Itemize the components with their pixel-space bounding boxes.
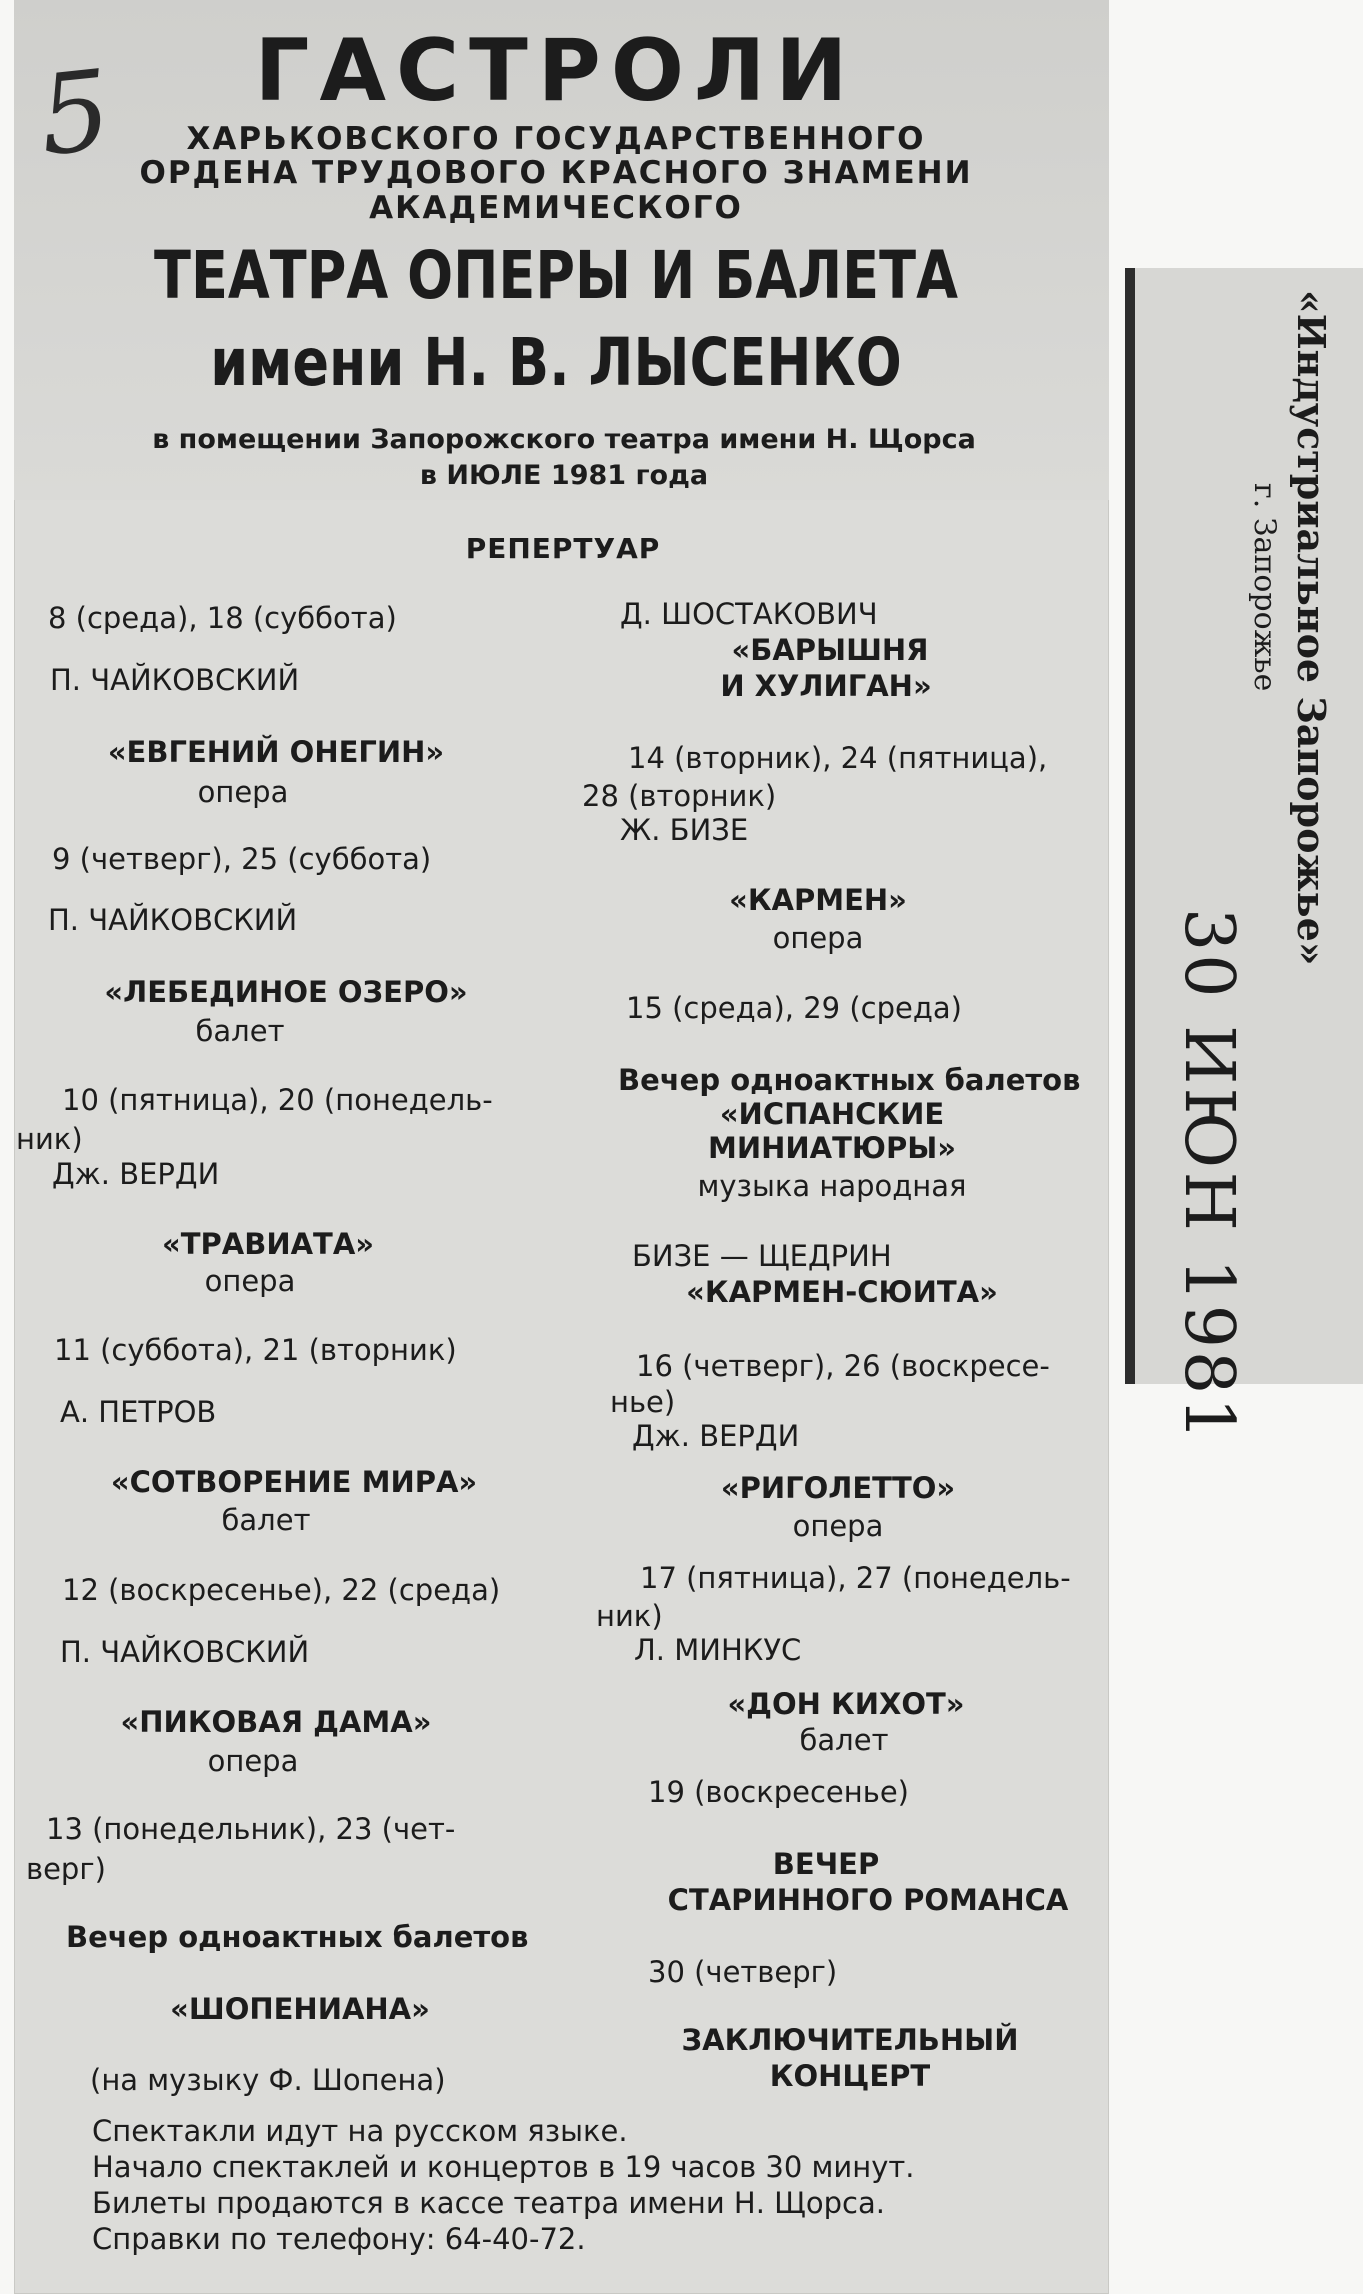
right-work-1b: И ХУЛИГАН» [720,669,932,703]
dates-line: в ИЮЛЕ 1981 года [419,460,709,491]
right-work-3a: «ИСПАНСКИЕ [719,1097,945,1131]
right-work-6b: СТАРИННОГО РОМАНСА [667,1883,1069,1917]
left-genre-4: балет [221,1503,311,1537]
note-start-time: Начало спектаклей и концертов в 19 часов 30 минут. [92,2150,915,2184]
right-composer-3b: БИЗЕ — ЩЕДРИН [632,1239,892,1273]
right-date-4a: 16 (четверг), 26 (воскресе- [636,1349,1050,1383]
left-date-4: 11 (суббота), 21 (вторник) [54,1333,457,1367]
left-composer-3: Дж. ВЕРДИ [52,1157,220,1191]
left-composer-5: П. ЧАЙКОВСКИЙ [60,1635,310,1669]
left-genre-3: опера [204,1264,296,1298]
right-work-2: «КАРМЕН» [729,883,907,917]
left-date-6a: 13 (понедельник), 23 (чет- [46,1812,456,1846]
left-date-6b: верг) [26,1852,106,1886]
date-stamp: 30 ИЮН 1981 [1169,908,1248,1444]
left-date-1: 8 (среда), 18 (суббота) [48,601,397,635]
source-label-panel [1125,268,1363,1444]
note-language: Спектакли идут на русском языке. [92,2114,628,2148]
note-phone: Справки по телефону: 64-40-72. [92,2222,586,2256]
right-work-5: «ДОН КИХОТ» [727,1687,965,1721]
headline-sub-1: ХАРЬКОВСКОГО ГОСУДАРСТВЕННОГО [186,121,926,157]
right-genre-4: опера [792,1509,884,1543]
left-work-2: «ЛЕБЕДИНОЕ ОЗЕРО» [104,975,468,1009]
right-composer-2: Ж. БИЗЕ [620,813,749,847]
headline-sub-2: ОРДЕНА ТРУДОВОГО КРАСНОГО ЗНАМЕНИ [139,155,973,191]
source-newspaper: «Индустриальное Запорожье» [1289,290,1334,966]
right-composer-5: Л. МИНКУС [634,1633,802,1667]
right-genre-3: музыка народная [697,1169,967,1203]
left-genre-6: (на музыку Ф. Шопена) [90,2063,446,2097]
left-date-2: 9 (четверг), 25 (суббота) [52,842,432,876]
theatre-name: ТЕАТРА ОПЕРЫ И БАЛЕТА [154,237,958,314]
right-work-7a: ЗАКЛЮЧИТЕЛЬНЫЙ [681,2023,1019,2057]
left-work-4: «СОТВОРЕНИЕ МИРА» [110,1465,478,1499]
right-date-7: 30 (четверг) [648,1955,838,1989]
right-work-4: «РИГОЛЕТТО» [720,1471,956,1505]
right-genre-2: опера [772,921,864,955]
left-work-5: «ПИКОВАЯ ДАМА» [120,1705,432,1739]
right-date-6: 19 (воскресенье) [648,1775,909,1809]
theatre-honorific: имени Н. В. ЛЫСЕНКО [210,324,902,401]
headline-title: ГАСТРОЛИ [254,21,858,121]
right-genre-5: балет [799,1723,889,1757]
right-date-3: 15 (среда), 29 (среда) [626,991,962,1025]
left-composer-1: П. ЧАЙКОВСКИЙ [50,663,300,697]
left-work-3: «ТРАВИАТА» [162,1227,374,1261]
left-event-6: Вечер одноактных балетов [66,1920,529,1954]
right-composer-4: Дж. ВЕРДИ [632,1419,800,1453]
right-event-3: Вечер одноактных балетов [618,1063,1081,1097]
right-composer-1: Д. ШОСТАКОВИЧ [620,597,878,631]
right-date-2b: 28 (вторник) [582,779,777,813]
right-date-2a: 14 (вторник), 24 (пятница), [628,741,1048,775]
right-date-4b: нье) [610,1385,676,1419]
right-work-3b: МИНИАТЮРЫ» [708,1131,956,1165]
left-date-3b: ник) [16,1122,83,1156]
source-city: г. Запорожье [1247,483,1282,692]
right-work-1a: «БАРЫШНЯ [731,633,929,667]
headline-sub-3: АКАДЕМИЧЕСКОГО [369,190,743,226]
venue-line: в помещении Запорожского театра имени Н. Щорса [152,424,976,455]
left-genre-5: опера [207,1744,299,1778]
left-work-6: «ШОПЕНИАНА» [170,1992,430,2026]
left-work-1: «ЕВГЕНИЙ ОНЕГИН» [107,735,445,769]
right-work-6a: ВЕЧЕР [772,1847,880,1881]
left-genre-1: опера [197,775,289,809]
right-date-5a: 17 (пятница), 27 (понедель- [640,1561,1071,1595]
left-composer-2: П. ЧАЙКОВСКИЙ [48,903,298,937]
left-composer-4: А. ПЕТРОВ [60,1395,217,1429]
note-tickets: Билеты продаются в кассе театра имени Н. Щорса. [92,2186,885,2220]
left-genre-2: балет [195,1014,285,1048]
right-work-3c: «КАРМЕН-СЮИТА» [686,1275,998,1309]
footer-notes [92,2113,915,2257]
right-date-5b: ник) [596,1599,663,1633]
left-date-3a: 10 (пятница), 20 (понедель- [62,1083,493,1117]
source-label-rotated [1135,268,1363,1444]
right-work-7b: КОНЦЕРТ [769,2059,931,2093]
handwritten-mark: 5 [33,45,117,181]
repertoire-heading: РЕПЕРТУАР [465,532,661,565]
left-date-5: 12 (воскресенье), 22 (среда) [62,1573,501,1607]
